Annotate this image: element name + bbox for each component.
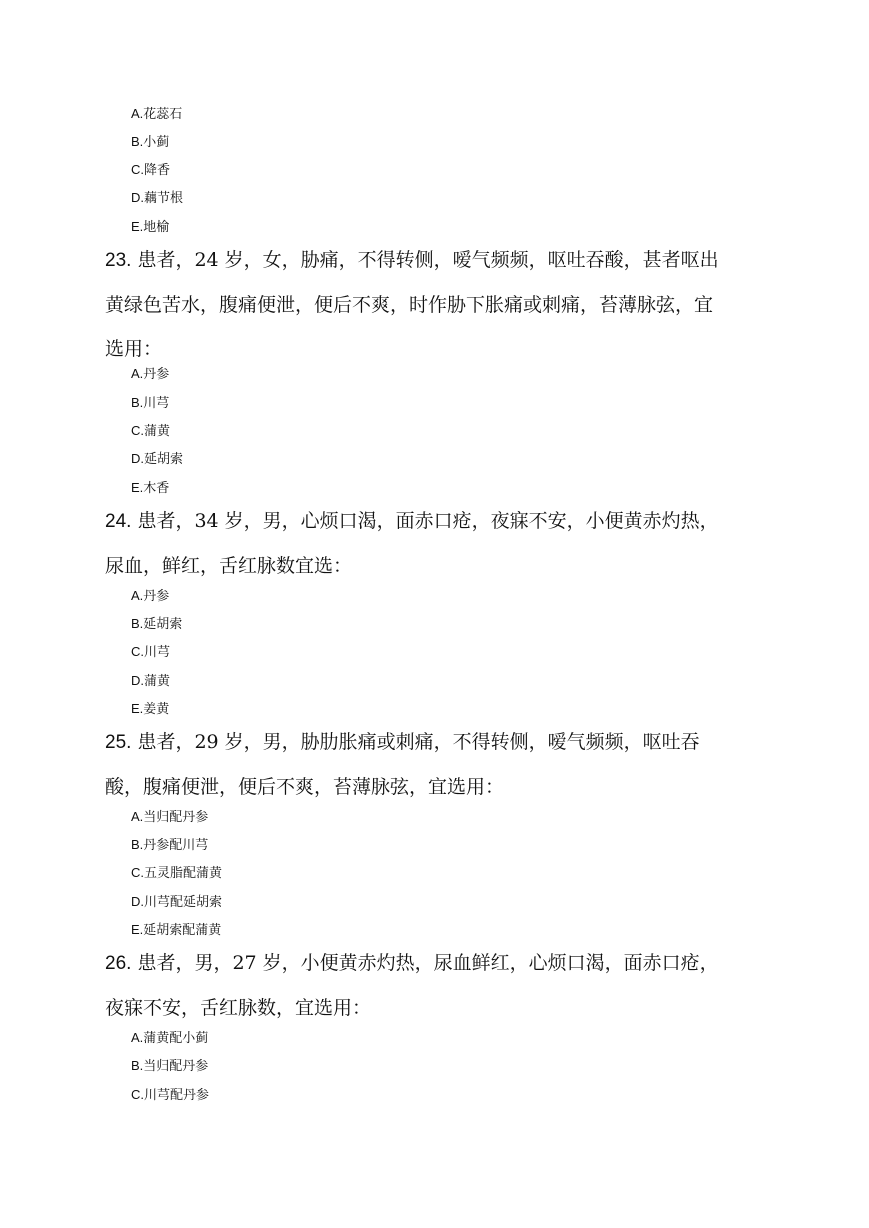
option-line: D.川芎配延胡索: [131, 894, 223, 910]
option-line: C.川芎配丹参: [131, 1087, 210, 1103]
option-line: A.蒲黄配小蓟: [131, 1030, 209, 1046]
option-line: A.丹参: [131, 366, 170, 382]
option-line: C.川芎: [131, 644, 171, 660]
option-line: B.当归配丹参: [131, 1058, 209, 1074]
option-line: B.丹参配川芎: [131, 837, 209, 853]
question-stem: [105, 499, 765, 588]
option-line: D.延胡索: [131, 451, 184, 467]
question-stem: [105, 941, 765, 1030]
question-line: 尿血，鲜红，舌红脉数宜选：: [105, 555, 353, 577]
question-line: 黄绿色苦水，腹痛便泄，便后不爽，时作胁下胀痛或刺痛，苔薄脉弦，宜: [105, 294, 714, 316]
option-line: D.蒲黄: [131, 673, 171, 689]
question-number: 25.: [105, 732, 132, 753]
option-line: B.川芎: [131, 395, 170, 411]
option-line: B.小蓟: [131, 134, 170, 150]
option-line: B.延胡索: [131, 616, 183, 632]
option-line: E.姜黄: [131, 701, 170, 717]
question-stem: [105, 238, 765, 371]
option-line: E.延胡索配蒲黄: [131, 922, 222, 938]
option-line: E.地榆: [131, 219, 170, 235]
question-line: 酸，腹痛便泄，便后不爽，苔薄脉弦，宜选用：: [105, 776, 505, 798]
question-line: 夜寐不安，舌红脉数，宜选用：: [105, 997, 372, 1019]
question-line: 25. 患者，29 岁，男，胁肋胀痛或刺痛，不得转侧，嗳气频频，呕吐吞: [105, 731, 700, 753]
option-line: C.降香: [131, 162, 171, 178]
question-number: 24.: [105, 511, 132, 532]
option-line: A.当归配丹参: [131, 809, 209, 825]
question-line: 26. 患者，男，27 岁，小便黄赤灼热，尿血鲜红，心烦口渴，面赤口疮，: [105, 952, 719, 974]
option-line: D.藕节根: [131, 190, 184, 206]
option-line: C.蒲黄: [131, 423, 171, 439]
option-line: A.花蕊石: [131, 106, 183, 122]
question-number: 26.: [105, 953, 132, 974]
question-stem: [105, 720, 765, 809]
question-number: 23.: [105, 250, 132, 271]
option-line: C.五灵脂配蒲黄: [131, 865, 223, 881]
option-line: A.丹参: [131, 588, 170, 604]
question-line: 选用：: [105, 338, 163, 360]
question-line: 24. 患者，34 岁，男，心烦口渴，面赤口疮，夜寐不安，小便黄赤灼热，: [105, 510, 719, 532]
question-line: 23. 患者，24 岁，女，胁痛，不得转侧，嗳气频频，呕吐吞酸，甚者呕出: [105, 249, 719, 271]
option-line: E.木香: [131, 480, 170, 496]
